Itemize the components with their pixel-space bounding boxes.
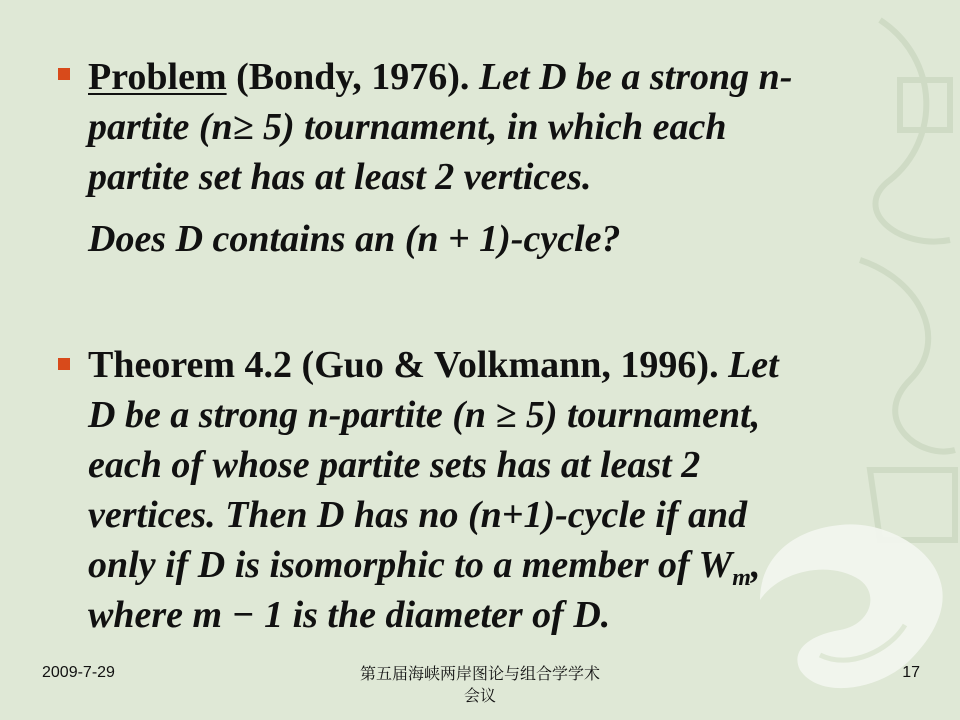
theorem-line-2: D be a strong n-partite (n ≥ 5) tournament,: [88, 394, 761, 436]
problem-line-2: partite (n≥ 5) tournament, in which each: [88, 106, 727, 148]
problem-bullet-icon: [58, 68, 70, 80]
footer-date: 2009-7-29: [42, 664, 115, 681]
problem-line-3: partite set has at least 2 vertices.: [88, 156, 592, 198]
problem-label: Problem: [88, 56, 227, 98]
footer-conference: [320, 664, 640, 708]
problem-line-1: [88, 52, 918, 102]
theorem-line-1: [88, 340, 779, 390]
theorem-subscript: m: [732, 565, 751, 591]
theorem-line-5-text: only if D is isomorphic to a member of W: [88, 544, 733, 586]
theorem-bullet-icon: [58, 358, 70, 370]
theorem-line-3: each of whose partite sets has at least 2: [88, 444, 701, 486]
theorem-heading: Theorem 4.2 (Guo & Volkmann, 1996).: [88, 344, 719, 386]
theorem-statement-start: Let: [728, 344, 779, 386]
problem-statement-start: Let D be a strong n-: [478, 56, 793, 98]
theorem-line-5-end: ,: [750, 544, 761, 586]
theorem-line-4: vertices. Then D has no (n+1)-cycle if and: [88, 494, 748, 536]
footer-page-number: 17: [902, 664, 920, 681]
theorem-line-6: where m − 1 is the diameter of D.: [88, 594, 611, 636]
footer-conference-line-2: 会议: [463, 688, 496, 705]
theorem-line-5: [88, 540, 760, 595]
problem-question: Does D contains an (n + 1)-cycle?: [88, 218, 621, 260]
problem-citation: (Bondy, 1976).: [236, 56, 470, 98]
footer-conference-line-1: 第五届海峡两岸图论与组合学学术: [359, 666, 600, 683]
